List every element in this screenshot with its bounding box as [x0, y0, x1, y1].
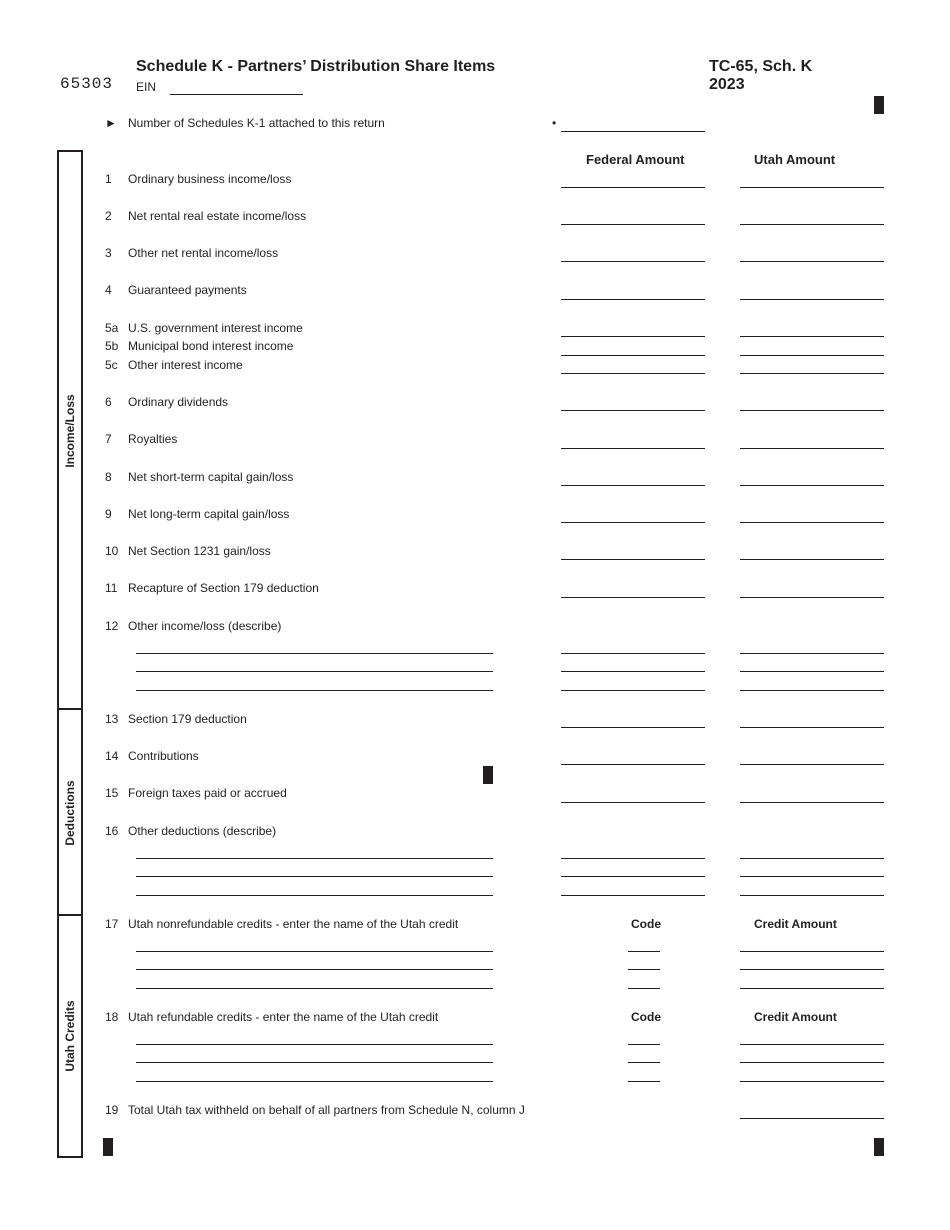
federal-amount-field[interactable] — [561, 373, 705, 374]
federal-amount-field[interactable] — [561, 671, 705, 672]
credit-name-field[interactable] — [136, 1062, 493, 1063]
utah-amount-field[interactable] — [740, 671, 884, 672]
utah-amount-field[interactable] — [740, 522, 884, 523]
utah-amount-field[interactable] — [740, 261, 884, 262]
utah-amount-field[interactable] — [740, 690, 884, 691]
line-number: 14 — [105, 749, 119, 763]
code-header: Code — [631, 917, 661, 931]
line-label: Ordinary business income/loss — [128, 172, 292, 186]
credit-amount-field[interactable] — [740, 1081, 884, 1082]
line-label: Municipal bond interest income — [128, 339, 294, 353]
line-label: Guaranteed payments — [128, 283, 247, 297]
credit-code-field[interactable] — [628, 951, 660, 952]
line-label: Net Section 1231 gain/loss — [128, 544, 271, 558]
utah-amount-field[interactable] — [740, 410, 884, 411]
federal-amount-field[interactable] — [561, 448, 705, 449]
tax-year: 2023 — [709, 76, 745, 93]
k1-count-label: Number of Schedules K-1 attached to this return — [128, 116, 385, 130]
line-number: 4 — [105, 283, 112, 297]
registration-mark — [874, 1138, 884, 1156]
section-utah-credits — [57, 914, 83, 1158]
federal-amount-field[interactable] — [561, 876, 705, 877]
federal-amount-field[interactable] — [561, 727, 705, 728]
line-label: Other interest income — [128, 358, 243, 372]
credit-name-field[interactable] — [136, 969, 493, 970]
federal-amount-field[interactable] — [561, 858, 705, 859]
line-label: Net long-term capital gain/loss — [128, 507, 290, 521]
line-number: 1 — [105, 172, 112, 186]
line-label: Foreign taxes paid or accrued — [128, 786, 287, 800]
federal-amount-field[interactable] — [561, 522, 705, 523]
federal-amount-field[interactable] — [561, 261, 705, 262]
federal-amount-field[interactable] — [561, 653, 705, 654]
line-number: 5a — [105, 321, 119, 335]
utah-amount-field[interactable] — [740, 373, 884, 374]
utah-amount-field[interactable] — [740, 448, 884, 449]
credit-name-field[interactable] — [136, 1044, 493, 1045]
utah-amount-field[interactable] — [740, 187, 884, 188]
section-label-deductions: Deductions — [63, 780, 77, 846]
credit-code-field[interactable] — [628, 1081, 660, 1082]
line-number: 18 — [105, 1010, 119, 1024]
ein-label: EIN — [136, 80, 157, 94]
utah-amount-field[interactable] — [740, 764, 884, 765]
line-number: 5c — [105, 358, 118, 372]
utah-amount-field[interactable] — [740, 727, 884, 728]
credit-code-field[interactable] — [628, 1044, 660, 1045]
credit-name-field[interactable] — [136, 1081, 493, 1082]
federal-amount-field[interactable] — [561, 485, 705, 486]
line-number: 13 — [105, 712, 119, 726]
line-label: U.S. government interest income — [128, 321, 303, 335]
line-label: Ordinary dividends — [128, 395, 229, 409]
form-code: TC-65, Sch. K — [709, 58, 813, 75]
federal-amount-field[interactable] — [561, 224, 705, 225]
line-number: 3 — [105, 246, 112, 260]
code-header: Code — [631, 1010, 661, 1024]
federal-amount-header: Federal Amount — [586, 152, 685, 167]
federal-amount-field[interactable] — [561, 690, 705, 691]
line-label: Other income/loss (describe) — [128, 619, 282, 633]
line-number: 15 — [105, 786, 119, 800]
description-field[interactable] — [136, 858, 493, 859]
utah-amount-field[interactable] — [740, 299, 884, 300]
line-label: Other net rental income/loss — [128, 246, 279, 260]
utah-amount-field[interactable] — [740, 336, 884, 337]
k1-count-field[interactable] — [561, 131, 705, 132]
registration-mark — [103, 1138, 113, 1156]
federal-amount-field[interactable] — [561, 336, 705, 337]
line-number: 6 — [105, 395, 112, 409]
federal-amount-field[interactable] — [561, 802, 705, 803]
utah-amount-field[interactable] — [740, 895, 884, 896]
credit-code-field[interactable] — [628, 1062, 660, 1063]
page-title: Schedule K - Partners’ Distribution Share Items — [136, 58, 496, 75]
arrow-icon: ► — [105, 116, 117, 130]
federal-amount-field[interactable] — [561, 410, 705, 411]
credit-amount-field[interactable] — [740, 951, 884, 952]
line-label: Royalties — [128, 432, 178, 446]
line-number: 7 — [105, 432, 112, 446]
registration-mark — [483, 766, 493, 784]
line-label: Recapture of Section 179 deduction — [128, 581, 319, 595]
line-number: 2 — [105, 209, 112, 223]
section-label-income: Income/Loss — [63, 394, 77, 468]
federal-amount-field[interactable] — [561, 299, 705, 300]
credit-amount-header: Credit Amount — [754, 1010, 837, 1024]
line-number: 17 — [105, 917, 119, 931]
utah-amount-header: Utah Amount — [754, 152, 836, 167]
line-label: Utah refundable credits - enter the name of the Utah credit — [128, 1010, 439, 1024]
line-number: 8 — [105, 470, 112, 484]
utah-amount-field[interactable] — [740, 485, 884, 486]
utah-amount-field[interactable] — [740, 858, 884, 859]
section-income-loss — [57, 150, 83, 710]
line-number: 5b — [105, 339, 119, 353]
line-number: 12 — [105, 619, 119, 633]
federal-amount-field[interactable] — [561, 187, 705, 188]
utah-amount-field[interactable] — [740, 876, 884, 877]
federal-amount-field[interactable] — [561, 895, 705, 896]
line-number: 16 — [105, 824, 119, 838]
line-number: 19 — [105, 1103, 119, 1117]
line-label: Total Utah tax withheld on behalf of all partners from Schedule N, column J — [128, 1103, 525, 1117]
ein-field[interactable] — [170, 94, 303, 95]
credit-amount-field[interactable] — [740, 1044, 884, 1045]
line-number: 10 — [105, 544, 119, 558]
description-field[interactable] — [136, 671, 493, 672]
form-number: 65303 — [60, 75, 114, 93]
description-field[interactable] — [136, 653, 493, 654]
section-deductions — [57, 708, 83, 916]
credit-amount-header: Credit Amount — [754, 917, 837, 931]
federal-amount-field[interactable] — [561, 597, 705, 598]
utah-amount-field[interactable] — [740, 355, 884, 356]
line-label: Section 179 deduction — [128, 712, 247, 726]
bullet-icon: • — [552, 116, 557, 130]
line-label: Contributions — [128, 749, 199, 763]
line-number: 9 — [105, 507, 112, 521]
federal-amount-field[interactable] — [561, 355, 705, 356]
line-number: 11 — [105, 581, 118, 595]
credit-amount-field[interactable] — [740, 1062, 884, 1063]
credit-amount-field[interactable] — [740, 988, 884, 989]
line-label: Utah nonrefundable credits - enter the name of the Utah credit — [128, 917, 459, 931]
utah-amount-field[interactable] — [740, 559, 884, 560]
utah-withholding-field[interactable] — [740, 1118, 884, 1119]
description-field[interactable] — [136, 895, 493, 896]
description-field[interactable] — [136, 876, 493, 877]
credit-name-field[interactable] — [136, 951, 493, 952]
credit-code-field[interactable] — [628, 969, 660, 970]
utah-amount-field[interactable] — [740, 653, 884, 654]
line-label: Net short-term capital gain/loss — [128, 470, 294, 484]
registration-mark — [874, 96, 884, 114]
credit-code-field[interactable] — [628, 988, 660, 989]
line-label: Net rental real estate income/loss — [128, 209, 307, 223]
utah-amount-field[interactable] — [740, 802, 884, 803]
utah-amount-field[interactable] — [740, 597, 884, 598]
credit-amount-field[interactable] — [740, 969, 884, 970]
line-label: Other deductions (describe) — [128, 824, 277, 838]
description-field[interactable] — [136, 690, 493, 691]
federal-amount-field[interactable] — [561, 764, 705, 765]
utah-amount-field[interactable] — [740, 224, 884, 225]
credit-name-field[interactable] — [136, 988, 493, 989]
federal-amount-field[interactable] — [561, 559, 705, 560]
section-label-credits: Utah Credits — [63, 1000, 77, 1072]
